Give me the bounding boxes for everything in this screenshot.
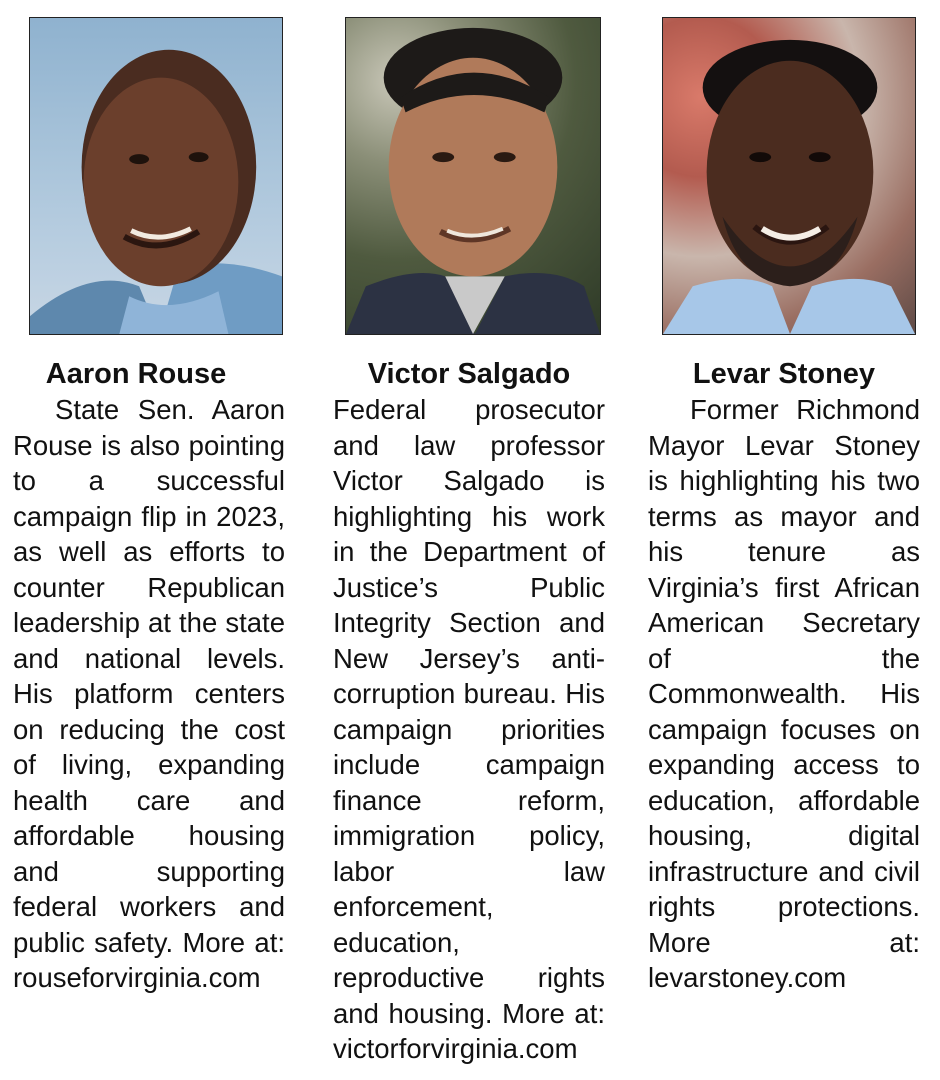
candidate-name: Levar Stoney	[692, 358, 876, 390]
victor-salgado-portrait	[345, 17, 601, 335]
candidate-bio: State Sen. Aaron Rouse is also pointing to a successful campaign flip in 2023, as well as efforts to counter Republican leadership at the state and national levels. His platform centers on reducing the cost of living, expanding health care and affordable housing and supporting federal workers and public safety. More at: rouseforvirginia.com	[13, 394, 285, 993]
levar-stoney-portrait	[662, 17, 916, 335]
candidate-name: Victor Salgado	[367, 358, 571, 390]
portrait-photo-icon	[30, 18, 282, 334]
candidate-name: Aaron Rouse	[45, 358, 227, 390]
candidate-bio: Former Richmond Mayor Levar Stoney is highlighting his two terms as mayor and his tenure as Virginia’s first African American Secretary of the Commonwealth. His campaign focuses on expanding access to education, affordable housing, digital infrastructure and civil rights protections. More at: levarstoney.com	[648, 394, 920, 993]
portrait-photo-icon	[346, 18, 600, 334]
candidate-bio: Federal prosecutor and law professor Victor Salgado is highlighting his work in the Department of Justice’s Public Integrity Section and New Jersey’s anti-corruption bureau. His campaign priorities include campaign finance reform, immigration policy, labor law enforcement, education, reproductive rights and housing. More at: victorforvirginia.com	[333, 394, 605, 1064]
portrait-photo-icon	[663, 18, 915, 334]
aaron-rouse-portrait	[29, 17, 283, 335]
